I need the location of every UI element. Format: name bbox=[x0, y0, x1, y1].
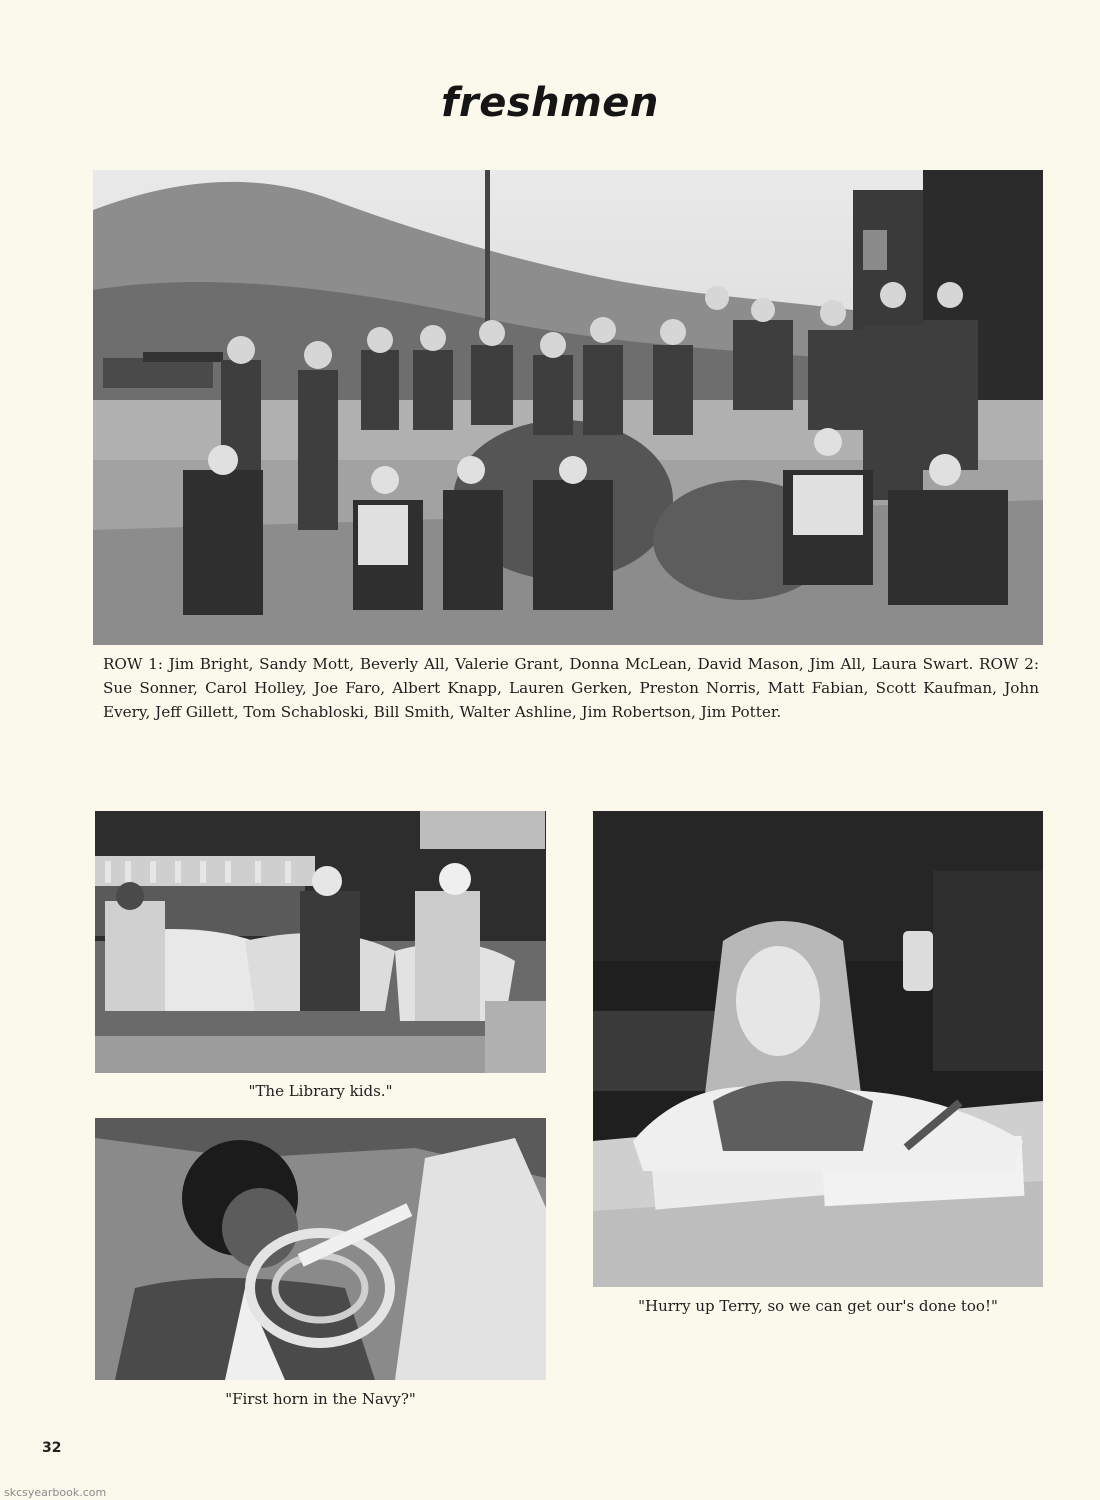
page-number: 32 bbox=[42, 1440, 62, 1456]
group-photo-image bbox=[93, 170, 1043, 645]
group-photo bbox=[93, 170, 1043, 645]
study-photo-image bbox=[593, 811, 1043, 1287]
study-caption: "Hurry up Terry, so we can get our's done too!" bbox=[638, 1297, 998, 1315]
horn-photo bbox=[95, 1118, 546, 1380]
page-title: freshmen bbox=[441, 80, 659, 126]
horn-photo-image bbox=[95, 1118, 546, 1380]
study-photo bbox=[593, 811, 1043, 1287]
library-photo bbox=[95, 811, 546, 1073]
watermark: skcsyearbook.com bbox=[4, 1486, 107, 1499]
library-photo-image bbox=[95, 811, 546, 1073]
group-photo-roster: ROW 1: Jim Bright, Sandy Mott, Beverly All, Valerie Grant, Donna McLean, David Mason, Jim All, Laura Swart. ROW 2: Sue Sonner, Carol Holley, Joe Faro, Albert Knapp, Lauren Gerken, Preston Norris, Matt Fabian, Scott Kaufman, John Every, Jeff Gillett, Tom Schabloski, Bill Smith, Walter Ashline, Jim Robertson, Jim Potter. bbox=[103, 655, 1039, 721]
horn-caption: "First horn in the Navy?" bbox=[225, 1390, 416, 1408]
library-caption: "The Library kids." bbox=[248, 1082, 393, 1100]
